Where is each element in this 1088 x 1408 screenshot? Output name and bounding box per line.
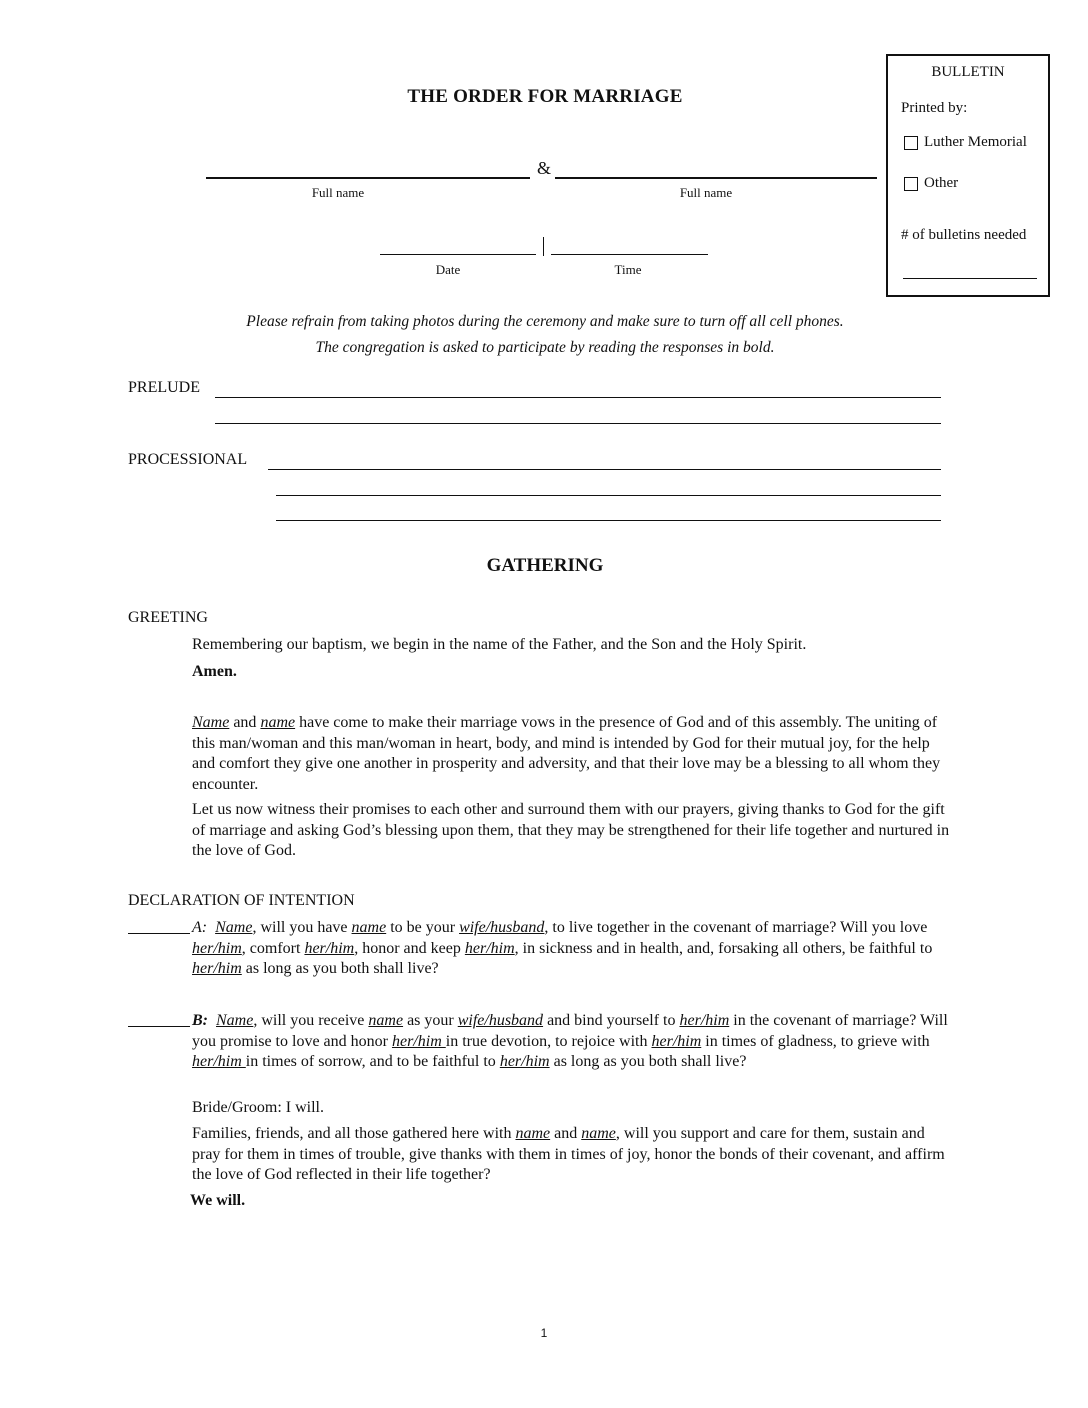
placeholder-spouse: wife/husband: [459, 919, 545, 936]
checkbox-other[interactable]: [904, 175, 958, 192]
text: in the covenant of marriage? Will you promise to love and honor: [192, 1012, 948, 1050]
greeting-text: Remembering our baptism, we begin in the name of the Father, and the Son and the Holy Spirit.: [192, 636, 807, 653]
placeholder-pronoun: her/him: [391, 1032, 446, 1050]
bulletin-count-label: # of bulletins needed: [901, 227, 1027, 243]
text: as your: [403, 1012, 458, 1029]
placeholder-name: name: [581, 1125, 616, 1142]
placeholder-name: Name: [192, 714, 230, 731]
processional-label: PROCESSIONAL: [128, 451, 248, 468]
full-name-field-1[interactable]: [206, 177, 530, 179]
full-name-label-2: Full name: [679, 185, 733, 200]
checkbox-label: Other: [924, 175, 959, 191]
checkbox-icon[interactable]: [904, 177, 918, 191]
text: Families, friends, and all those gathered here with: [192, 1125, 516, 1142]
date-label: Date: [435, 262, 461, 277]
prelude-field-2[interactable]: [215, 423, 941, 424]
placeholder-pronoun: her/him: [499, 1053, 550, 1070]
bulletin-count-field[interactable]: [903, 278, 1037, 279]
printed-by-label: Printed by:: [901, 100, 968, 116]
text: in true devotion, to rejoice with: [445, 1032, 652, 1050]
text: , to live together in the covenant of marriage? Will you love: [544, 919, 928, 936]
text: to be your: [386, 919, 460, 936]
placeholder-spouse: wife/husband: [457, 1012, 544, 1029]
intro-paragraph-1: [192, 713, 952, 795]
placeholder-pronoun: her/him: [304, 939, 355, 957]
bride-groom-response: Bride/Groom: I will.: [192, 1099, 324, 1116]
text: , in sickness and in health, and, forsaking all others, be faithful to: [514, 939, 933, 957]
prefix: B:: [192, 1012, 208, 1029]
text: and: [229, 714, 261, 731]
declaration-b-text: [192, 1011, 952, 1073]
declaration-a-text: [192, 918, 952, 980]
checkbox-icon[interactable]: [904, 136, 918, 150]
placeholder-pronoun: her/him: [651, 1032, 702, 1050]
processional-field-1[interactable]: [268, 469, 941, 470]
checkbox-label: Luther Memorial: [924, 134, 1027, 150]
text: , will you support and care for them, sustain and pray for them in times of trouble, give thanks with them in times of joy, honor the bonds of their covenant, and affirm the love of God reflected in their life together?: [192, 1125, 945, 1183]
date-time-divider: [543, 237, 544, 256]
document-title: THE ORDER FOR MARRIAGE: [407, 86, 683, 107]
note-congregation: The congregation is asked to participate by reading the responses in bold.: [315, 339, 775, 356]
time-field[interactable]: [551, 254, 708, 255]
text: , will you receive: [253, 1012, 369, 1029]
full-name-field-2[interactable]: [555, 177, 877, 179]
processional-field-2[interactable]: [276, 495, 941, 496]
text: have come to make their marriage vows in the presence of God and of this assembly. The uniting of this man/woman and this man/woman in heart, body, and mind is intended by God for their mutual joy, for the help and comfort they give one another in prosperity and adversity, and that their love may be a blessing to all whom they encounter.: [192, 714, 941, 793]
note-photos: Please refrain from taking photos during the ceremony and make sure to turn off all cell phones.: [246, 313, 844, 330]
text: , will you have: [252, 919, 352, 936]
checkbox-luther-memorial[interactable]: [904, 134, 1027, 151]
declaration-b-blank[interactable]: [128, 1026, 190, 1027]
page-number: 1: [540, 1326, 548, 1340]
placeholder-name: name: [351, 919, 387, 936]
text: , comfort: [241, 939, 305, 957]
placeholder-name: name: [260, 714, 296, 731]
placeholder-pronoun: her/him: [192, 960, 242, 977]
greeting-response: Amen.: [192, 663, 237, 680]
text: and bind yourself to: [543, 1012, 680, 1029]
congregation-response: We will.: [190, 1192, 246, 1209]
placeholder-name: name: [368, 1012, 404, 1029]
intro-paragraph-2: Let us now witness their promises to each other and surround them with our prayers, giving thanks to God for the gift of marriage and asking God’s blessing upon them, that they may be strengthened for their life together and nurtured in the love of God.: [192, 801, 950, 859]
placeholder-pronoun: her/him: [679, 1012, 730, 1029]
families-paragraph: [192, 1124, 952, 1186]
bulletin-box: [886, 54, 1050, 297]
text: and: [550, 1125, 582, 1142]
placeholder-pronoun: her/him: [192, 1053, 246, 1070]
text: as long as you both shall live?: [241, 960, 439, 977]
gathering-heading: GATHERING: [486, 555, 604, 576]
time-label: Time: [614, 262, 642, 277]
placeholder-name: Name: [216, 1012, 254, 1029]
ampersand: &: [537, 158, 552, 178]
bulletin-title: BULLETIN: [931, 64, 1005, 80]
prelude-field-1[interactable]: [215, 397, 941, 398]
placeholder-pronoun: her/him: [464, 939, 515, 957]
placeholder-name: name: [515, 1125, 551, 1142]
text: in times of sorrow, and to be faithful to: [245, 1053, 500, 1070]
processional-field-3[interactable]: [276, 520, 941, 521]
placeholder-name: Name: [215, 919, 253, 936]
declaration-a-blank[interactable]: [128, 933, 190, 934]
text: , honor and keep: [354, 939, 465, 957]
prefix: A:: [192, 919, 208, 936]
text: in times of gladness, to grieve with: [701, 1032, 930, 1050]
declaration-label: DECLARATION OF INTENTION: [128, 892, 355, 909]
greeting-label: GREETING: [128, 609, 208, 626]
placeholder-pronoun: her/him: [192, 939, 242, 957]
text: as long as you both shall live?: [549, 1053, 747, 1070]
prelude-label: PRELUDE: [128, 379, 200, 396]
date-field[interactable]: [380, 254, 536, 255]
full-name-label-1: Full name: [311, 185, 365, 200]
